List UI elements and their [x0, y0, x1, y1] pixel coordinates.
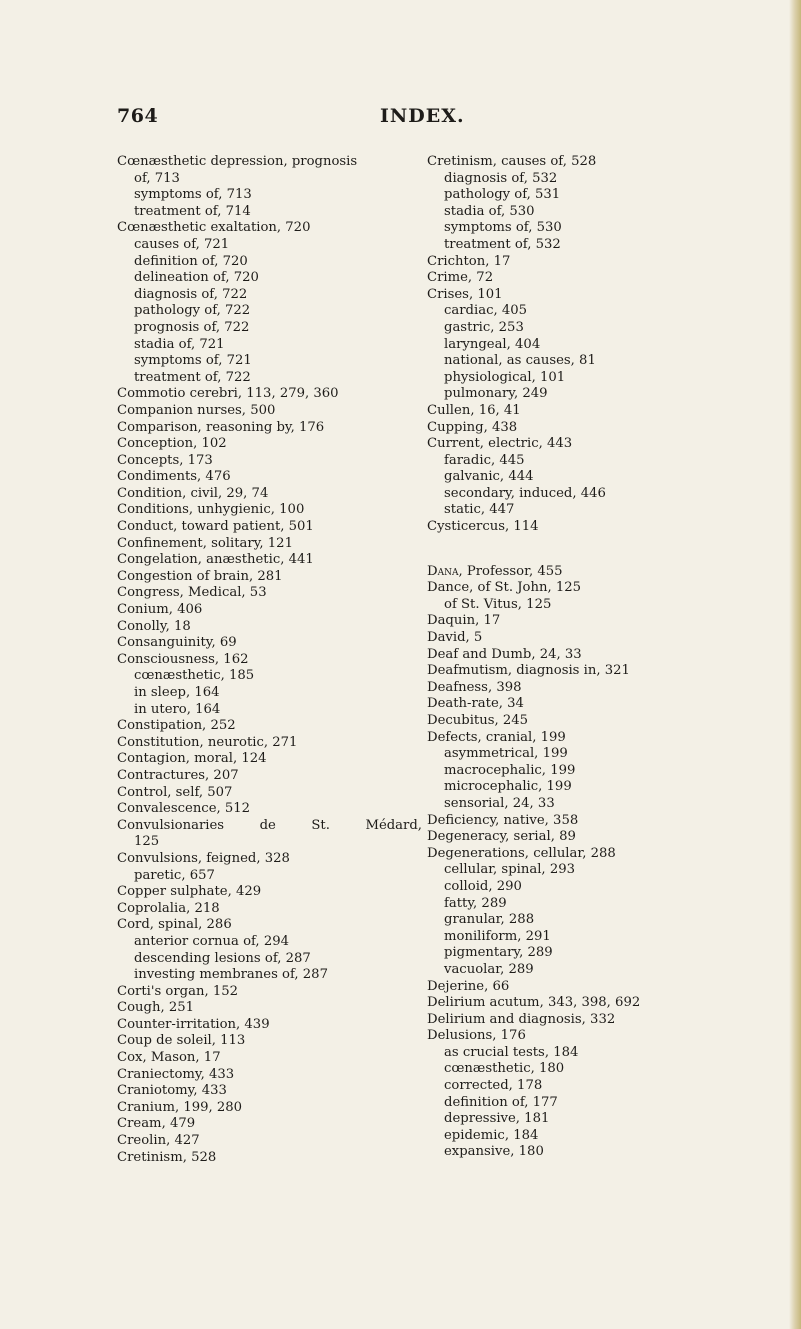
right-entries-c [427, 154, 777, 536]
index-entry: Deafmutism, diagnosis in, 321 [427, 663, 630, 679]
section-initial: Dana [427, 563, 459, 579]
index-entry: Constitution, neurotic, 271 [117, 734, 298, 750]
index-entry: Consanguinity, 69 [117, 635, 237, 651]
index-subentry: anterior cornua of, 294 [134, 933, 289, 949]
left-column [117, 154, 423, 1166]
index-subentry: sensorial, 24, 33 [444, 795, 555, 811]
index-entry: Crises, 101 [427, 286, 503, 302]
index-entry: Cullen, 16, 41 [427, 402, 521, 418]
index-subentry: laryngeal, 404 [444, 336, 541, 352]
index-entry: Conolly, 18 [117, 618, 191, 634]
index-subentry: treatment of, 532 [444, 236, 561, 252]
index-subentry: cœnæsthetic, 180 [444, 1061, 565, 1077]
index-subentry: treatment of, 714 [134, 203, 251, 219]
index-entry: Degenerations, cellular, 288 [427, 845, 616, 861]
letter-section-gap [427, 536, 777, 564]
index-subentry: as crucial tests, 184 [444, 1044, 579, 1060]
index-subentry: secondary, induced, 446 [444, 485, 606, 501]
index-subentry: pathology of, 722 [134, 303, 251, 319]
index-entry: Cough, 251 [117, 1000, 195, 1016]
index-subentry: investing membranes of, 287 [134, 967, 328, 983]
index-subentry: gastric, 253 [444, 319, 524, 335]
index-subentry: definition of, 177 [444, 1094, 558, 1110]
right-entries-d [427, 580, 777, 1161]
index-entry: Dance, of St. John, 125 [427, 580, 582, 596]
index-entry-dana [427, 564, 777, 581]
index-entry: Decubitus, 245 [427, 713, 529, 728]
index-entry: Creolin, 427 [117, 1133, 200, 1149]
index-subentry: treatment of, 722 [134, 369, 251, 385]
index-entry: Contractures, 207 [117, 767, 239, 783]
index-entry: Crichton, 17 [427, 253, 511, 269]
index-entry: Condiments, 476 [117, 469, 231, 485]
index-entry: Condition, civil, 29, 74 [117, 485, 269, 501]
index-entry: Concepts, 173 [117, 452, 213, 468]
index-subentry: diagnosis of, 722 [134, 286, 248, 302]
index-subentry: fatty, 289 [444, 895, 507, 911]
entry-word: Médard, [365, 817, 422, 833]
index-entry: Cupping, 438 [427, 419, 518, 435]
index-entry: Conception, 102 [117, 436, 227, 452]
index-subentry: corrected, 178 [444, 1078, 543, 1094]
index-subentry: static, 447 [444, 502, 515, 518]
index-subentry: moniliform, 291 [444, 928, 551, 944]
index-entry: Cox, Mason, 17 [117, 1050, 221, 1066]
index-entry: Convulsions, feigned, 328 [117, 850, 290, 866]
index-subentry: symptoms of, 721 [134, 353, 252, 369]
index-subentry: pulmonary, 249 [444, 386, 548, 402]
index-subentry: stadia of, 721 [134, 336, 225, 352]
index-subentry: symptoms of, 530 [444, 220, 562, 236]
entry-word: de [259, 817, 276, 833]
index-entry: Conium, 406 [117, 602, 203, 618]
index-subentry: symptoms of, 713 [134, 187, 252, 203]
right-column [427, 154, 777, 1161]
index-entry: Cysticercus, 114 [427, 519, 539, 535]
index-entry: Crime, 72 [427, 270, 494, 286]
index-subentry: national, as causes, 81 [444, 353, 596, 369]
index-subentry: of St. Vitus, 125 [444, 596, 552, 612]
index-entry: Convalescence, 512 [117, 801, 251, 817]
index-entry: Conduct, toward patient, 501 [117, 519, 314, 535]
index-entry: David, 5 [427, 630, 483, 646]
index-entry: Copper sulphate, 429 [117, 884, 262, 900]
index-entry: Death-rate, 34 [427, 696, 524, 712]
index-subentry: cellular, spinal, 293 [444, 862, 575, 878]
index-subentry: definition of, 720 [134, 253, 248, 269]
index-entry: Corti's organ, 152 [117, 983, 239, 999]
index-entry: Counter-irritation, 439 [117, 1016, 270, 1032]
index-entry: Dejerine, 66 [427, 978, 510, 994]
index-subentry: diagnosis of, 532 [444, 170, 558, 186]
index-entry: Defects, cranial, 199 [427, 729, 566, 745]
index-subentry: of, 713 [134, 170, 180, 186]
index-entry: Cretinism, 528 [117, 1149, 217, 1165]
index-subentry: physiological, 101 [444, 369, 566, 385]
index-subentry: faradic, 445 [444, 452, 525, 468]
index-entry: Companion nurses, 500 [117, 402, 276, 418]
index-subentry: prognosis of, 722 [134, 319, 250, 335]
index-entry: Delusions, 176 [427, 1028, 526, 1044]
index-entry: Deficiency, native, 358 [427, 812, 579, 828]
index-subentry: macrocephalic, 199 [444, 762, 576, 778]
index-subentry: stadia of, 530 [444, 203, 535, 219]
index-entry: Comparison, reasoning by, 176 [117, 419, 325, 435]
index-entry-continuation: 125 [134, 834, 160, 850]
left-entries-tail [117, 851, 423, 1166]
index-subentry: descending lesions of, 287 [134, 950, 311, 966]
index-subentry: cardiac, 405 [444, 303, 528, 319]
index-subentry: delineation of, 720 [134, 270, 259, 286]
index-entry: Cranium, 199, 280 [117, 1099, 243, 1115]
index-entry: Cretinism, causes of, 528 [427, 154, 597, 169]
index-subentry: paretic, 657 [134, 867, 215, 883]
index-subentry: in utero, 164 [134, 701, 221, 717]
index-subentry: microcephalic, 199 [444, 779, 572, 795]
index-subentry: in sleep, 164 [134, 685, 220, 700]
index-entry: Current, electric, 443 [427, 436, 573, 452]
index-entry: Control, self, 507 [117, 784, 233, 800]
index-subentry: causes of, 721 [134, 236, 230, 252]
index-entry: Delirium and diagnosis, 332 [427, 1011, 616, 1027]
index-subentry: colloid, 290 [444, 878, 522, 894]
index-entry: Cord, spinal, 286 [117, 917, 232, 933]
entry-text: , Professor, 455 [458, 563, 563, 579]
index-entry: Commotio cerebri, 113, 279, 360 [117, 386, 339, 402]
index-subentry: epidemic, 184 [444, 1127, 539, 1143]
index-entry: Deaf and Dumb, 24, 33 [427, 646, 582, 662]
index-entry: Consciousness, 162 [117, 651, 249, 667]
index-entry-convulsionaries [117, 818, 422, 835]
index-subentry: cœnæsthetic, 185 [134, 668, 255, 684]
index-subentry: vacuolar, 289 [444, 961, 534, 977]
index-entry: Constipation, 252 [117, 718, 236, 734]
page-number: 764 [117, 105, 159, 127]
entry-word: Convulsionaries [117, 817, 225, 833]
index-entry: Daquin, 17 [427, 613, 501, 629]
index-entry: Contagion, moral, 124 [117, 751, 267, 767]
entry-word: St. [311, 817, 330, 833]
index-entry: Cœnæsthetic exaltation, 720 [117, 220, 311, 236]
index-entry: Craniotomy, 433 [117, 1083, 227, 1099]
index-entry: Congelation, anæsthetic, 441 [117, 552, 314, 568]
index-entry: Cœnæsthetic depression, prognosis [117, 154, 358, 169]
index-subentry: asymmetrical, 199 [444, 746, 568, 762]
index-subentry: pathology of, 531 [444, 187, 561, 203]
index-entry: Degeneracy, serial, 89 [427, 829, 576, 845]
index-entry: Coup de soleil, 113 [117, 1033, 246, 1049]
left-entries [117, 154, 423, 818]
running-head: INDEX. [380, 105, 465, 127]
index-subentry: depressive, 181 [444, 1111, 550, 1127]
index-subentry: pigmentary, 289 [444, 945, 553, 961]
index-entry: Craniectomy, 433 [117, 1066, 235, 1082]
index-subentry: expansive, 180 [444, 1144, 544, 1160]
index-subentry: galvanic, 444 [444, 469, 534, 485]
index-entry: Conditions, unhygienic, 100 [117, 502, 305, 518]
index-subentry: granular, 288 [444, 912, 535, 928]
index-entry: Deafness, 398 [427, 679, 522, 695]
index-entry: Congestion of brain, 281 [117, 568, 283, 584]
index-entry: Delirium acutum, 343, 398, 692 [427, 995, 641, 1011]
index-entry: Confinement, solitary, 121 [117, 535, 293, 551]
index-entry: Congress, Medical, 53 [117, 585, 267, 601]
page-edge [789, 0, 801, 1329]
index-entry: Cream, 479 [117, 1116, 196, 1132]
index-entry: Coprolalia, 218 [117, 900, 220, 916]
